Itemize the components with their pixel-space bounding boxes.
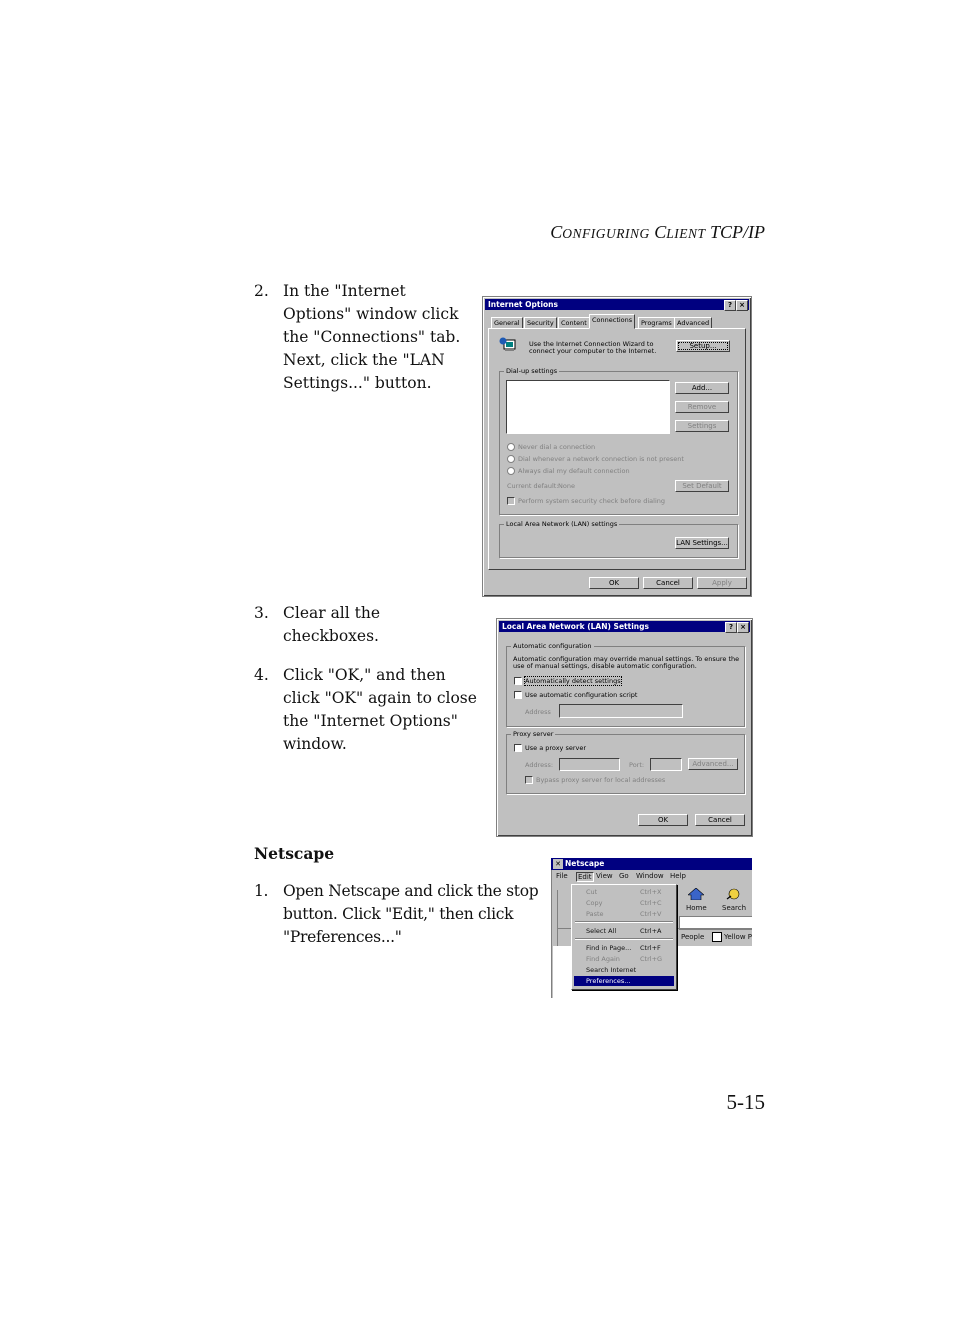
tab-security[interactable]: Security xyxy=(524,317,557,329)
lan-settings-group xyxy=(499,520,738,558)
menu-separator xyxy=(575,938,673,940)
netscape-logo-icon: ✕ xyxy=(553,859,563,869)
lan-ok-button[interactable]: OK xyxy=(638,814,688,826)
menu-window[interactable]: Window xyxy=(636,872,664,880)
settings-button[interactable]: Settings xyxy=(675,420,729,432)
wizard-text: Use the Internet Connection Wizard to xyxy=(529,340,654,348)
dialog-titlebar xyxy=(485,299,749,310)
lan-settings-dialog xyxy=(496,618,753,837)
advanced-button[interactable]: Advanced... xyxy=(688,758,738,770)
auto-script-checkbox[interactable] xyxy=(514,691,522,699)
menu-separator xyxy=(575,921,673,923)
home-icon[interactable] xyxy=(688,888,704,900)
use-proxy-checkbox[interactable] xyxy=(514,744,522,752)
connection-wizard-icon xyxy=(499,337,517,353)
toolbar-grip[interactable] xyxy=(552,890,558,946)
setup-button[interactable]: Setup... xyxy=(676,340,730,352)
remove-button[interactable]: Remove xyxy=(675,401,729,413)
close-icon[interactable]: × xyxy=(737,622,749,633)
netscape-window xyxy=(551,858,752,998)
netscape-step-1: 1. Open Netscape and click the stop button. Click "Edit," then click "Preferences..." xyxy=(254,882,539,946)
port-label: Port: xyxy=(629,761,645,769)
use-proxy-label: Use a proxy server xyxy=(525,744,587,752)
dialup-settings-label: Dial-up settings xyxy=(506,367,558,375)
internet-options-dialog xyxy=(482,296,752,597)
menu-search-internet[interactable]: Search Internet xyxy=(586,966,637,974)
people-label[interactable]: People xyxy=(681,933,705,941)
lan-dialog-titlebar xyxy=(499,621,750,632)
menu-select-all[interactable]: Select All xyxy=(586,927,617,935)
yellow-pages-label[interactable]: Yellow P xyxy=(724,933,752,941)
lan-settings-button[interactable]: LAN Settings... xyxy=(676,539,728,547)
proxy-server-group xyxy=(506,730,745,794)
help-icon[interactable]: ? xyxy=(725,622,737,633)
tab-content[interactable]: Content xyxy=(558,317,590,329)
step-2: 2. In the "Internet Options" window click the "Connections" tab. Next, click the "LAN Settings..." button. xyxy=(254,282,461,392)
menu-find-shortcut: Ctrl+F xyxy=(640,944,661,952)
menu-preferences[interactable]: Preferences... xyxy=(586,977,631,985)
search-icon[interactable] xyxy=(725,888,741,900)
proxy-address-label: Address: xyxy=(525,761,554,769)
auto-detect-checkbox[interactable] xyxy=(514,677,522,685)
lan-dialog-title: Local Area Network (LAN) Settings xyxy=(502,622,649,631)
step-4: 4. Click "OK," and then click "OK" again to close the "Internet Options" window. xyxy=(254,666,477,753)
auto-detect-label: Automatically detect settings xyxy=(525,677,621,685)
port-field[interactable] xyxy=(650,758,682,771)
search-label: Search xyxy=(722,904,747,912)
menu-help[interactable]: Help xyxy=(670,872,686,880)
menu-find-again[interactable]: Find Again xyxy=(586,955,620,963)
tab-general[interactable]: General xyxy=(491,317,523,329)
edit-menu xyxy=(571,884,677,990)
menu-paste[interactable]: Paste xyxy=(586,910,604,918)
lan-cancel-button[interactable]: Cancel xyxy=(695,814,745,826)
menu-find-in-page[interactable]: Find in Page... xyxy=(586,944,632,952)
dialog-title: Internet Options xyxy=(488,300,558,309)
close-icon[interactable]: × xyxy=(736,300,748,311)
step-3: 3. Clear all the checkboxes. xyxy=(254,604,381,645)
bypass-label: Bypass proxy server for local addresses xyxy=(536,776,666,784)
auto-script-label: Use automatic configuration script xyxy=(525,691,638,699)
menu-view[interactable]: View xyxy=(596,872,613,880)
wizard-text-2: connect your computer to the Internet. xyxy=(529,347,657,355)
bypass-checkbox[interactable] xyxy=(525,776,533,784)
menu-file[interactable]: File xyxy=(556,872,568,880)
auto-config-description: Automatic configuration may override manual settings. To ensure the xyxy=(513,655,740,663)
menu-go[interactable]: Go xyxy=(619,872,629,880)
lan-settings-group-label: Local Area Network (LAN) settings xyxy=(506,520,618,528)
set-default-button[interactable]: Set Default xyxy=(675,480,729,492)
menu-paste-shortcut: Ctrl+V xyxy=(640,910,662,918)
menu-select-all-shortcut: Ctrl+A xyxy=(640,927,662,935)
menu-find-again-shortcut: Ctrl+G xyxy=(640,955,663,963)
menu-copy-shortcut: Ctrl+C xyxy=(640,899,662,907)
current-default-label: Current default: xyxy=(507,482,559,490)
auto-config-description-2: use of manual settings, disable automatic configuration. xyxy=(513,662,697,670)
ok-button[interactable]: OK xyxy=(589,577,639,589)
security-check-checkbox[interactable] xyxy=(507,497,515,505)
netscape-title: Netscape xyxy=(565,859,605,868)
netscape-heading: Netscape xyxy=(254,844,335,863)
script-address-field[interactable] xyxy=(559,704,683,718)
connections-panel xyxy=(488,328,746,570)
yellow-pages-icon xyxy=(712,932,722,942)
apply-button[interactable]: Apply xyxy=(697,577,747,589)
menu-copy[interactable]: Copy xyxy=(586,899,603,907)
radio-dial-whenever[interactable] xyxy=(507,455,515,463)
proxy-server-label: Proxy server xyxy=(513,730,554,738)
radio-dial-whenever-label: Dial whenever a network connection is not present xyxy=(518,455,684,463)
cancel-button[interactable]: Cancel xyxy=(643,577,693,589)
help-icon[interactable]: ? xyxy=(724,300,736,311)
page-number: 5-15 xyxy=(726,1090,765,1114)
tab-connections[interactable]: Connections xyxy=(589,314,635,329)
radio-always-dial-label: Always dial my default connection xyxy=(518,467,630,475)
netscape-titlebar xyxy=(551,858,752,870)
script-address-label: Address xyxy=(525,708,551,716)
home-label: Home xyxy=(686,904,707,912)
menu-cut-shortcut: Ctrl+X xyxy=(640,888,662,896)
running-header: CONFIGURING CLIENT TCP/IP xyxy=(550,222,765,242)
menu-cut[interactable]: Cut xyxy=(586,888,598,896)
proxy-address-field[interactable] xyxy=(559,758,620,771)
tab-programs[interactable]: Programs xyxy=(638,317,675,329)
security-check-label: Perform system security check before dialing xyxy=(518,497,666,505)
current-default-value: None xyxy=(558,482,575,490)
menu-edit[interactable]: Edit xyxy=(578,873,592,881)
add-button[interactable]: Add... xyxy=(675,382,729,394)
dialup-settings-group xyxy=(499,367,738,515)
radio-never-dial-label: Never dial a connection xyxy=(518,443,596,451)
tab-advanced[interactable]: Advanced xyxy=(674,317,712,329)
radio-never-dial[interactable] xyxy=(507,443,515,451)
auto-config-label: Automatic configuration xyxy=(513,642,592,650)
dialup-connections-list[interactable] xyxy=(506,380,670,434)
radio-always-dial[interactable] xyxy=(507,467,515,475)
auto-config-group xyxy=(506,642,745,727)
